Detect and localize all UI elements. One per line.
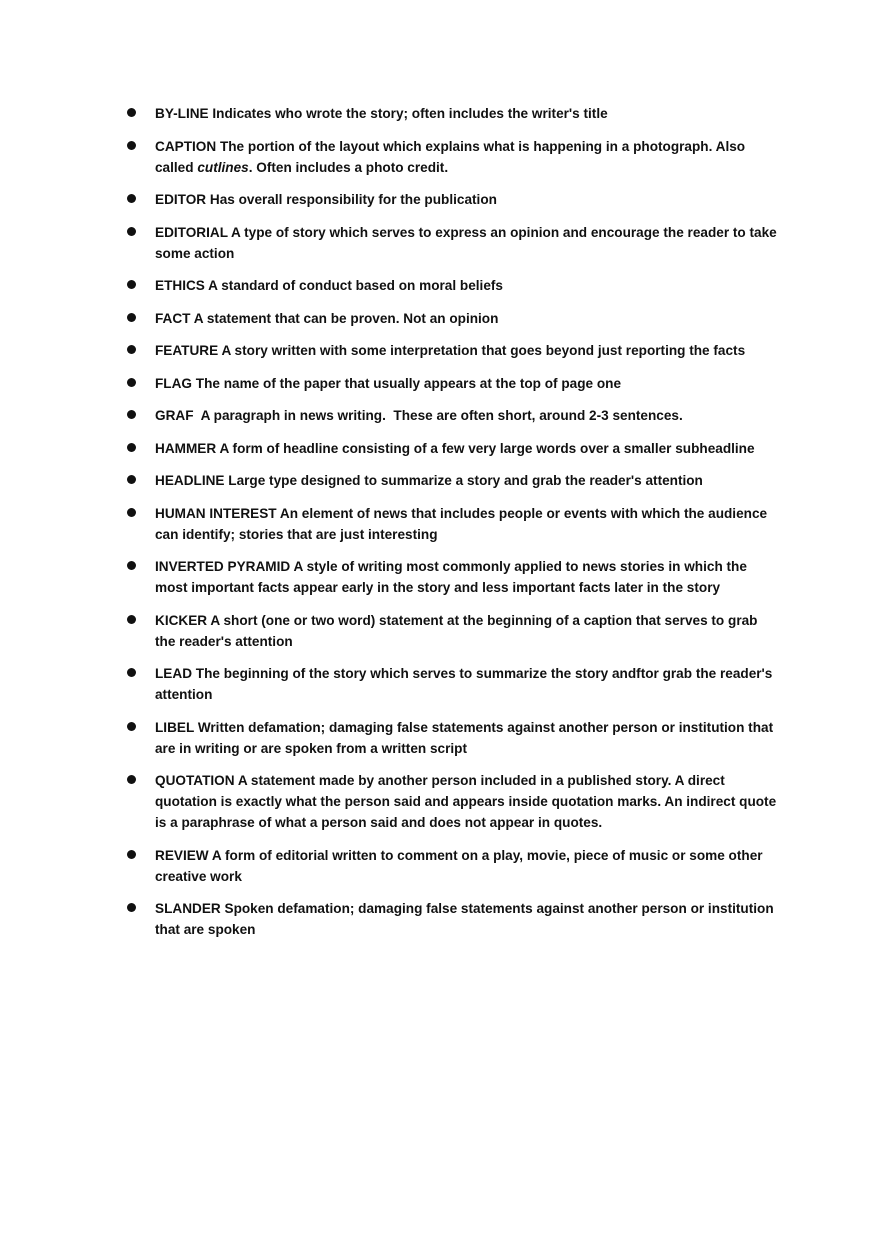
- term: QUOTATION: [155, 773, 235, 788]
- definition: Has overall responsibility for the publication: [209, 192, 497, 207]
- glossary-item: [155, 556, 780, 598]
- bullet-icon: [127, 903, 136, 912]
- definition: A story written with some interpretation that goes beyond just reporting the facts: [221, 343, 746, 358]
- term: ETHICS: [155, 278, 205, 293]
- bullet-icon: [127, 475, 136, 484]
- glossary-item: [155, 275, 780, 296]
- glossary-item: [155, 189, 780, 210]
- glossary-item: [155, 898, 780, 940]
- definition: The name of the paper that usually appears at the top of page one: [195, 375, 622, 391]
- definition: Large type designed to summarize a story and grab the reader's attention: [228, 473, 703, 488]
- definition: A statement made by another person included in a published story. A direct quotation is exactly what the person said and appears inside quotation marks. An indirect quote is a paraphrase of what a person said and does not appear in quotes.: [155, 773, 777, 830]
- bullet-icon: [127, 722, 136, 731]
- definition: A short (one or two word) statement at the beginning of a caption that serves to grab the reader's attention: [155, 612, 758, 649]
- definition: A statement that can be proven. Not an opinion: [193, 310, 499, 326]
- bullet-icon: [127, 280, 136, 289]
- glossary-item: [155, 438, 780, 459]
- definition: An element of news that includes people or events with which the audience can identify; stories that are just interesting: [155, 505, 768, 542]
- glossary-item: [155, 103, 780, 124]
- term: REVIEW: [155, 847, 209, 863]
- glossary-item: [155, 373, 780, 394]
- term: HAMMER: [155, 440, 217, 456]
- term: CAPTION: [155, 138, 217, 154]
- term: EDITORIAL: [155, 224, 228, 240]
- bullet-icon: [127, 775, 136, 784]
- definition: A form of headline consisting of a few very large words over a smaller subheadline: [219, 440, 755, 456]
- bullet-icon: [127, 615, 136, 624]
- definition-italic: cutlines: [197, 159, 249, 175]
- bullet-icon: [127, 313, 136, 322]
- bullet-icon: [127, 141, 136, 150]
- glossary-item: [155, 340, 780, 361]
- bullet-icon: [127, 443, 136, 452]
- glossary-item: [155, 136, 780, 178]
- definition: A form of editorial written to comment on a play, movie, piece of music or some other creative work: [155, 847, 763, 884]
- bullet-icon: [127, 227, 136, 236]
- glossary-item: [155, 845, 780, 887]
- glossary-item: [155, 222, 780, 264]
- definition: Written defamation; damaging false statements against another person or institution that are in writing or are spoken from a written script: [155, 719, 774, 756]
- bullet-icon: [127, 108, 136, 117]
- term: FACT: [155, 310, 191, 326]
- term: FEATURE: [155, 343, 219, 358]
- glossary-item: [155, 770, 780, 833]
- definition: The beginning of the story which serves to summarize the story andftor grab the reader's attention: [155, 666, 773, 702]
- bullet-icon: [127, 561, 136, 570]
- glossary-item: [155, 470, 780, 491]
- definition-after: . Often includes a photo credit.: [248, 159, 449, 175]
- term: FLAG: [155, 375, 192, 391]
- term: SLANDER: [155, 901, 221, 916]
- term: LEAD: [155, 666, 193, 681]
- definition: Spoken defamation; damaging false statements against another person or institution that are spoken: [155, 901, 774, 937]
- term: BY-LINE: [155, 106, 209, 121]
- bullet-icon: [127, 345, 136, 354]
- bullet-icon: [127, 410, 136, 419]
- glossary-item: [155, 308, 780, 329]
- bullet-icon: [127, 668, 136, 677]
- bullet-icon: [127, 508, 136, 517]
- bullet-icon: [127, 378, 136, 387]
- term: KICKER: [155, 612, 208, 628]
- bullet-icon: [127, 194, 136, 203]
- term: HEADLINE: [155, 473, 225, 488]
- term: EDITOR: [155, 192, 207, 207]
- bullet-icon: [127, 850, 136, 859]
- definition: A type of story which serves to express an opinion and encourage the reader to take some action: [155, 224, 777, 261]
- term: INVERTED PYRAMID: [155, 559, 291, 574]
- glossary-item: [155, 717, 780, 759]
- definition: Indicates who wrote the story; often includes the writer's title: [212, 106, 608, 121]
- glossary-item: [155, 503, 780, 545]
- definition: A paragraph in news writing. These are often short, around 2-3 sentences.: [197, 408, 683, 423]
- definition: A standard of conduct based on moral beliefs: [208, 278, 503, 293]
- glossary-list: [0, 103, 880, 940]
- glossary-item: [155, 663, 780, 705]
- definition: A style of writing most commonly applied to news stories in which the most important facts appear early in the story and less important facts later in the story: [155, 559, 747, 595]
- glossary-item: [155, 610, 780, 652]
- term: HUMAN INTEREST: [155, 505, 277, 521]
- term: GRAF: [155, 408, 194, 423]
- term: LIBEL: [155, 719, 195, 735]
- glossary-item: [155, 405, 780, 426]
- definition: The portion of the layout which explains what is happening in a photograph. Also called: [155, 138, 746, 175]
